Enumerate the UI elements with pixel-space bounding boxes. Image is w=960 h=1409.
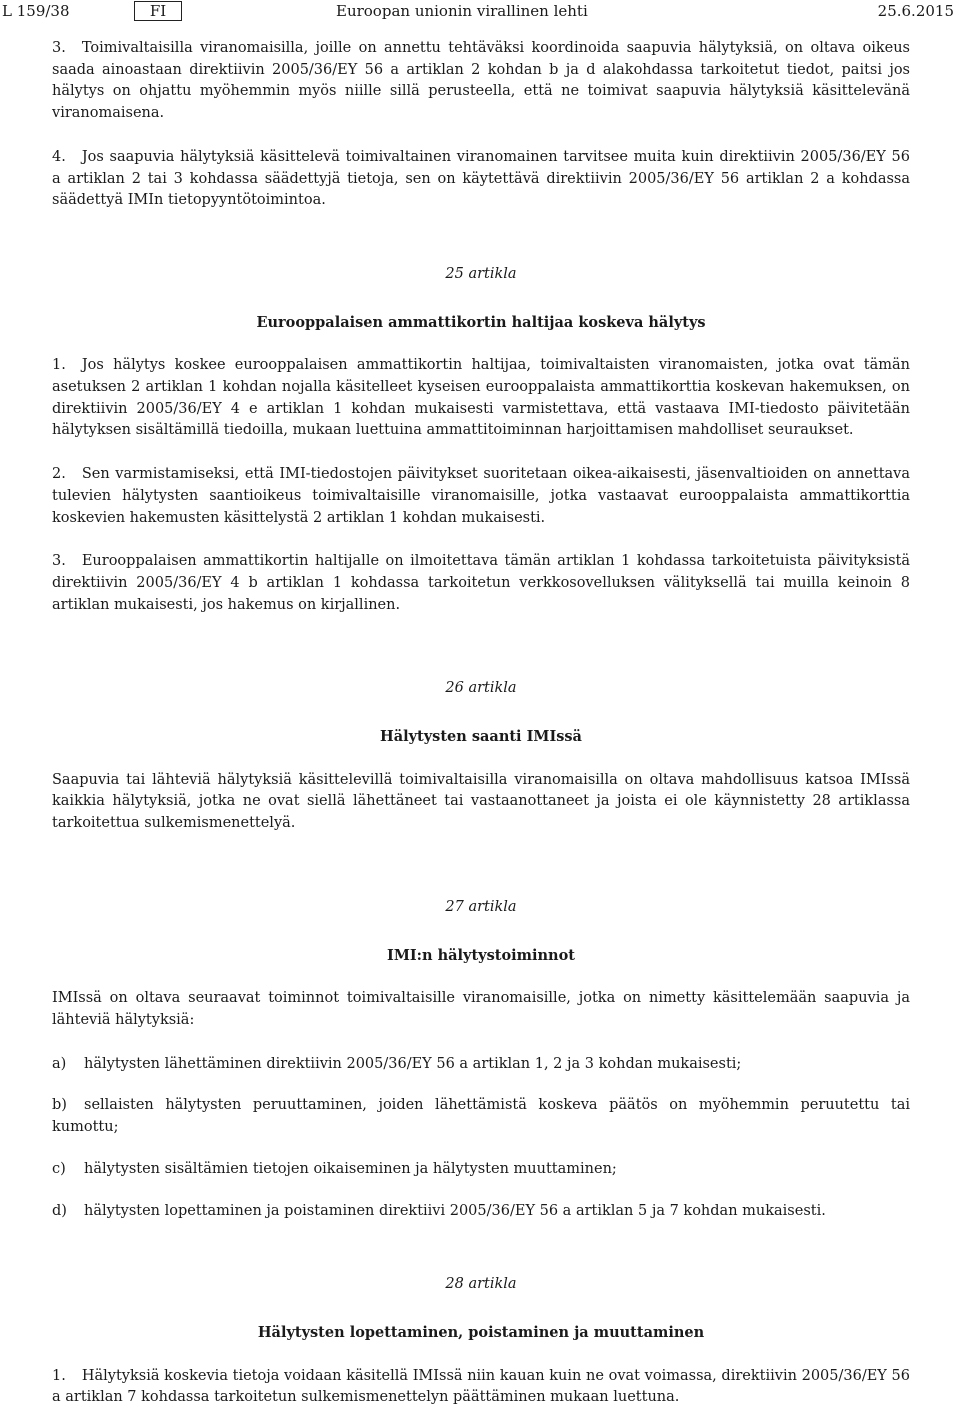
article-27-number: 27 artikla xyxy=(445,898,517,915)
journal-title: Euroopan unionin virallinen lehti xyxy=(336,2,588,20)
article-25-paragraph-3: 3. Eurooppalaisen ammattikortin haltijalle on ilmoitettava tämän artiklan 1 kohdassa tarkoitetuista päivityksistä direktiivin 2005/36/EY 4 b artiklan 1 kohdassa tarkoitetun verkkosovelluksen välityksellä tai muilla keinoin 8 artiklan mukaisesti, jos hakemus on kirjallinen. xyxy=(52,553,910,613)
document-body xyxy=(52,38,910,1409)
page-reference: L 159/38 xyxy=(2,2,70,20)
article-25-paragraph-1: 1. Jos hälytys koskee eurooppalaisen ammattikortin haltijaa, toimivaltaisten viranomaisten, jotka ovat tämän asetuksen 2 artiklan 1 kohdan nojalla käsitelleet kyseisen eurooppalaista ammattikorttia koskevan hakemuksen, on direktiivin 2005/36/EY 4 e artiklan 1 kohdan mukaisesti varmistettava, että vastaava IMI-tiedosto päivitetään hälytyksen sisältämillä tiedoilla, mukaan luettuina ammattitoiminnan harjoittamisen mahdolliset seuraukset. xyxy=(52,357,910,439)
article-25-number: 25 artikla xyxy=(445,265,517,282)
article-28-number: 28 artikla xyxy=(445,1276,517,1293)
article-26-text: Saapuvia tai lähteviä hälytyksiä käsittelevillä toimivaltaisilla viranomaisilla on oltava mahdollisuus katsoa IMIssä kaikkia hälytyksiä, jotka ne ovat siellä lähettäneet tai vastaanottaneet ja joista ei ole käynnistetty 28 artiklassa tarkoitettua sulkemismenettelyä. xyxy=(52,771,910,832)
list-item-d: d) hälytysten lopettaminen ja poistaminen direktiivi 2005/36/EY 56 a artiklan 5 ja 7 kohdan mukaisesti. xyxy=(52,1202,826,1219)
list-item-c: c) hälytysten sisältämien tietojen oikaiseminen ja hälytysten muuttaminen; xyxy=(52,1160,617,1177)
paragraph-3: 3. Toimivaltaisilla viranomaisilla, joille on annettu tehtäväksi koordinoida saapuvia hälytyksiä, on oltava oikeus saada ainoastaan direktiivin 2005/36/EY 56 a artiklan 2 kohdan b ja d alakohdassa tarkoitetut tiedot, paitsi jos hälytys on ohjattu myöhemmin myös niille sillä perusteella, että ne toimivat saapuvia hälytyksiä käsittelevänä viranomaisena. xyxy=(52,40,910,122)
article-27-title: IMI:n hälytystoiminnot xyxy=(387,946,575,964)
article-26-title: Hälytysten saanti IMIssä xyxy=(380,728,582,746)
language-code-box: FI xyxy=(134,1,182,21)
article-27-intro: IMIssä on oltava seuraavat toiminnot toimivaltaisille viranomaisille, jotka on nimetty käsittelemään saapuvia ja lähteviä hälytyksiä: xyxy=(52,990,910,1028)
paragraph-4: 4. Jos saapuvia hälytyksiä käsittelevä toimivaltainen viranomainen tarvitsee muita kuin direktiivin 2005/36/EY 56 a artiklan 2 tai 3 kohdassa säädettyjä tietoja, sen on käytettävä direktiivin 2005/36/EY 56 artiklan 2 a kohdassa säädettyä IMIn tietopyyntötoimintoa. xyxy=(52,148,910,209)
article-25-title: Eurooppalaisen ammattikortin haltijaa koskeva hälytys xyxy=(256,313,706,331)
list-item-a: a) hälytysten lähettäminen direktiivin 2005/36/EY 56 a artiklan 1, 2 ja 3 kohdan mukaisesti; xyxy=(52,1055,742,1072)
publication-date: 25.6.2015 xyxy=(877,2,954,20)
article-28-title: Hälytysten lopettaminen, poistaminen ja muuttaminen xyxy=(257,1323,705,1341)
article-28-paragraph-1: 1. Hälytyksiä koskevia tietoja voidaan käsitellä IMIssä niin kauan kuin ne ovat voimassa, direktiivin 2005/36/EY 56 a artiklan 7 kohdassa tarkoitetun sulkemismenettelyn päättäminen mukaan luettuna. xyxy=(52,1367,910,1406)
article-26-number: 26 artikla xyxy=(445,680,517,697)
article-25-paragraph-2: 2. Sen varmistamiseksi, että IMI-tiedostojen päivitykset suoritetaan oikea-aikaisesti, jäsenvaltioiden on annettava tulevien hälytysten saantioikeus toimivaltaisille viranomaisille, jotka vastaavat eurooppalaista ammattikorttia koskevien hakemusten käsittelystä 2 artiklan 1 kohdan mukaisesti. xyxy=(52,466,910,526)
list-item-b: b) sellaisten hälytysten peruuttaminen, joiden lähettämistä koskeva päätös on myöhemmin peruutettu tai kumottu; xyxy=(52,1097,910,1136)
